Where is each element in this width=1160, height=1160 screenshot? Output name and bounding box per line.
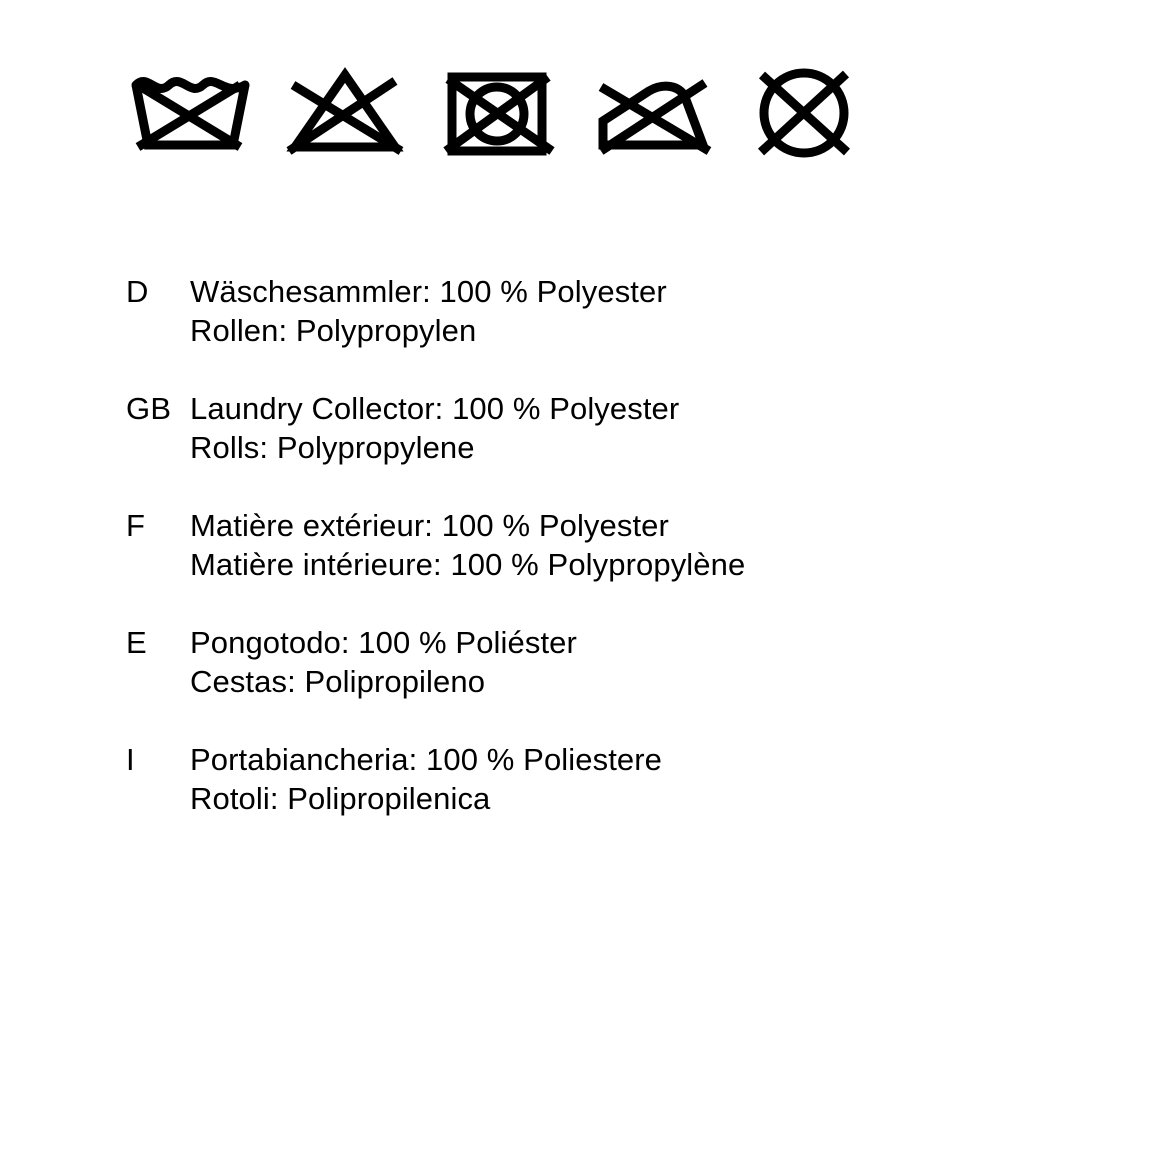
language-code: D: [126, 274, 149, 309]
language-code: F: [126, 508, 146, 543]
do-not-iron-icon: [593, 58, 748, 168]
language-code: E: [126, 625, 147, 660]
do-not-wash-icon: [128, 58, 283, 168]
do-not-bleach-icon: [283, 58, 438, 168]
language-block-gb: [126, 389, 1086, 467]
material-line: Laundry Collector: 100 % Polyester: [190, 391, 680, 426]
material-line: Pongotodo: 100 % Poliéster: [190, 625, 577, 660]
material-line: Rotoli: Polipropilenica: [190, 781, 491, 816]
material-lines: [190, 740, 1086, 818]
do-not-dry-clean-icon: [748, 58, 903, 168]
material-line: Cestas: Polipropileno: [190, 664, 486, 699]
material-line: Portabiancheria: 100 % Poliestere: [190, 742, 663, 777]
material-composition-list: [126, 272, 1086, 857]
language-code: GB: [126, 391, 172, 426]
material-lines: [190, 389, 1086, 467]
language-block-es: [126, 623, 1086, 701]
material-line: Matière intérieure: 100 % Polypropylène: [190, 547, 746, 582]
language-block-fr: [126, 506, 1086, 584]
material-lines: [190, 623, 1086, 701]
material-line: Rolls: Polypropylene: [190, 430, 475, 465]
do-not-tumble-dry-icon: [438, 58, 593, 168]
care-symbol-row: [128, 58, 903, 168]
material-line: Rollen: Polypropylen: [190, 313, 477, 348]
language-block-it: [126, 740, 1086, 818]
material-line: Matière extérieur: 100 % Polyester: [190, 508, 669, 543]
material-lines: [190, 272, 1086, 350]
language-block-de: [126, 272, 1086, 350]
language-code: I: [126, 742, 135, 777]
material-lines: [190, 506, 1086, 584]
material-line: Wäschesammler: 100 % Polyester: [190, 274, 667, 309]
